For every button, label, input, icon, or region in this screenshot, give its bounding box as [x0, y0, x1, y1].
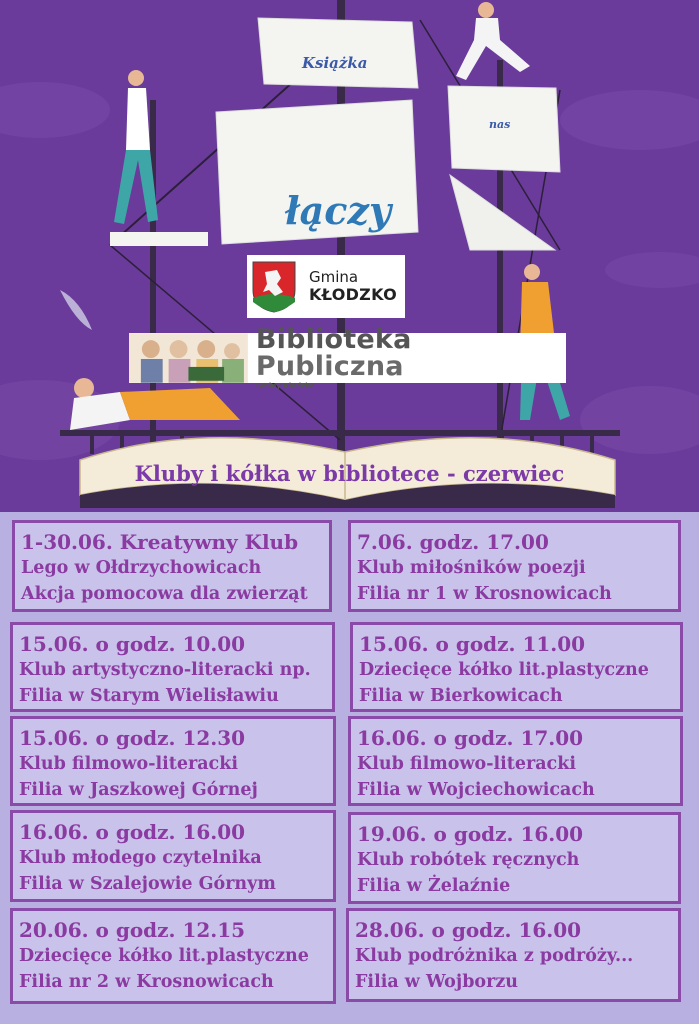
library-word-biblioteka: Biblioteka	[255, 324, 412, 355]
sail-word-ksiazka: Książka	[302, 54, 368, 72]
event-location: Filia nr 2 w Krosnowicach	[19, 972, 274, 992]
event-location: Filia w Wojborzu	[355, 972, 518, 992]
event-date: 16.06. o godz. 17.00	[357, 726, 584, 750]
event-title: Klub artystyczno-literacki np.	[19, 660, 311, 680]
sail-word-laczy: łączy	[285, 188, 392, 233]
event-card	[348, 520, 681, 612]
event-card	[10, 810, 336, 902]
event-title: Dziecięce kółko lit.plastyczne	[19, 946, 309, 966]
event-card	[10, 908, 336, 1004]
event-card	[10, 716, 336, 806]
event-title: Klub podróżnika z podróży...	[355, 946, 634, 966]
gmina-name: KŁODZKO	[309, 284, 397, 304]
event-location: Filia w Starym Wielisławiu	[19, 686, 279, 706]
event-title: Klub filmowo-literacki	[19, 754, 238, 774]
biblioteka-publiczna-logo	[129, 324, 566, 390]
event-date: 20.06. o godz. 12.15	[19, 918, 246, 942]
event-date: 1-30.06. Kreatywny Klub	[21, 530, 299, 554]
event-location: Filia w Bierkowicach	[359, 686, 563, 706]
library-word-publiczna: Publiczna	[255, 351, 404, 382]
event-title: Klub miłośników poezji	[357, 558, 586, 578]
event-card	[348, 716, 683, 806]
event-date: 28.06. o godz. 16.00	[355, 918, 582, 942]
event-date: 15.06. o godz. 10.00	[19, 632, 246, 656]
event-date: 15.06. o godz. 11.00	[359, 632, 586, 656]
event-location: Filia w Szalejowie Górnym	[19, 874, 276, 894]
event-card	[346, 908, 681, 1002]
event-location: Filia w Wojciechowicach	[357, 780, 595, 800]
poster-title: Kluby i kółka w bibliotece - czerwiec	[134, 461, 565, 486]
event-card	[10, 622, 335, 712]
event-location: Filia w Jaszkowej Górnej	[19, 780, 258, 800]
event-title: Dziecięce kółko lit.plastyczne	[359, 660, 649, 680]
gmina-label: Gmina	[309, 268, 359, 287]
event-title: Lego w Ołdrzychowicach	[21, 558, 262, 578]
gmina-klodzko-logo	[247, 255, 405, 318]
event-date: 7.06. godz. 17.00	[357, 530, 549, 554]
event-location: Filia w Żelaźnie	[357, 876, 511, 896]
event-title: Klub młodego czytelnika	[19, 848, 262, 868]
event-card	[348, 812, 681, 904]
event-title: Klub robótek ręcznych	[357, 850, 580, 870]
event-date: 16.06. o godz. 16.00	[19, 820, 246, 844]
library-subtitle: Gminy Kłodzko	[255, 382, 315, 390]
coat-of-arms-icon	[251, 260, 297, 314]
readers-photo-icon	[129, 333, 248, 383]
event-location: Filia nr 1 w Krosnowicach	[357, 584, 612, 604]
event-card	[350, 622, 683, 712]
event-location: Akcja pomocowa dla zwierząt	[21, 584, 308, 604]
event-card	[12, 520, 332, 612]
events-grid	[0, 512, 699, 1024]
sail-word-nas: nas	[489, 118, 511, 131]
event-date: 15.06. o godz. 12.30	[19, 726, 246, 750]
event-date: 19.06. o godz. 16.00	[357, 822, 584, 846]
event-title: Klub filmowo-literacki	[357, 754, 576, 774]
